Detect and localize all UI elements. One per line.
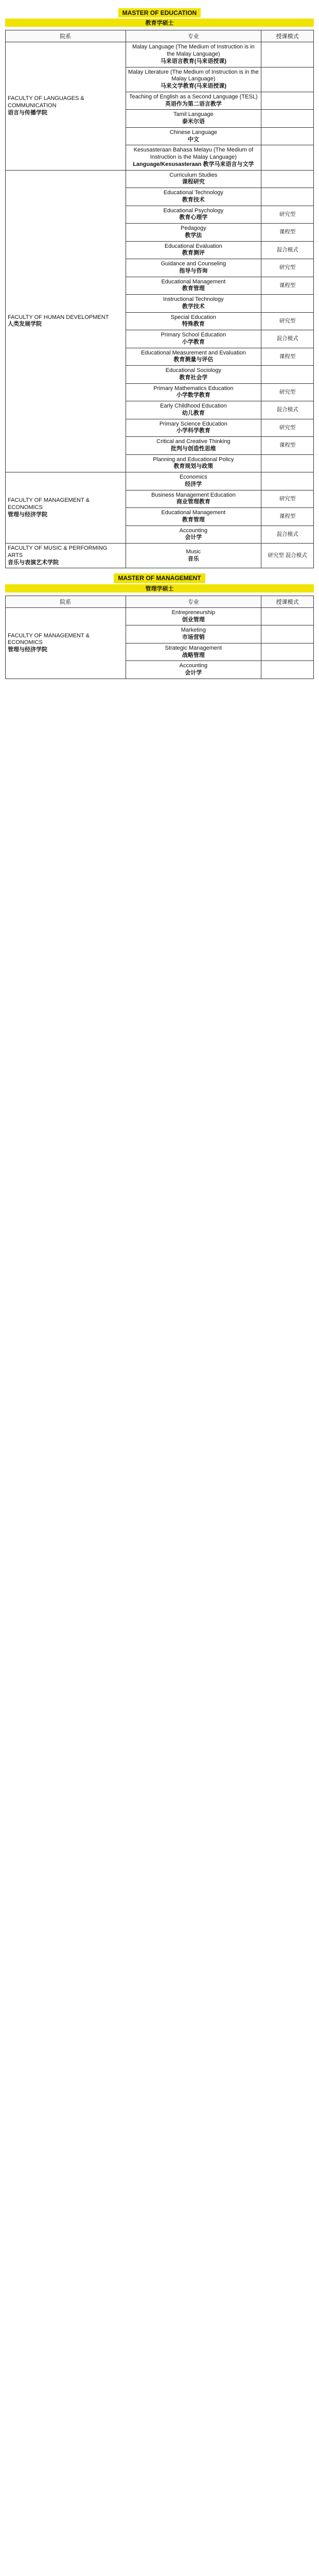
mode-cell (261, 67, 314, 92)
mode-cell: 研究型 混合模式 (261, 544, 314, 568)
table-header-row (6, 30, 314, 42)
faculty-cell-human-development: FACULTY OF HUMAN DEVELOPMENT 人类发展学院 (6, 170, 126, 472)
programme-cell: Kesusasteraan Bahasa Melayu (The Medium of Instruction is the Malay Language) Language/Kesusasteraan 教学马来语言与文学 (126, 145, 261, 170)
faculty-cell-management-economics: FACULTY OF MANAGEMENT & ECONOMICS 管理与经济学院 (6, 607, 126, 679)
programme-cell: Special Education 特殊教育 (126, 312, 261, 330)
faculty-cell-music: FACULTY OF MUSIC & PERFORMING ARTS 音乐与表演艺术学院 (6, 544, 126, 568)
mode-cell: 研究型 (261, 259, 314, 277)
programme-cell: Guidance and Counseling 指导与咨询 (126, 259, 261, 277)
mode-cell (261, 170, 314, 188)
header-faculty: 院系 (6, 596, 126, 607)
section-title-management (5, 573, 314, 592)
programme-cell: Accounting 会计学 (126, 661, 261, 679)
page (0, 0, 319, 689)
mode-cell: 研究型 (261, 312, 314, 330)
mode-cell (261, 42, 314, 67)
programme-cell: Chinese Language 中文 (126, 127, 261, 145)
mode-cell (261, 661, 314, 679)
programme-cell: Educational Measurement and Evaluation 教育测量与评估 (126, 348, 261, 366)
mode-cell: 课程型 (261, 437, 314, 455)
section-title-cn: 管理学硕士 (5, 584, 314, 592)
table-row (6, 170, 314, 188)
mode-cell: 混合模式 (261, 241, 314, 259)
table-row (6, 544, 314, 568)
programme-cell: Malay Literature (The Medium of Instruction is in the Malay Language) 马来文学教育(马来语授课) (126, 67, 261, 92)
programme-cell: Entrepreneurship 创业管理 (126, 607, 261, 625)
programme-cell: Pedagogy 教学法 (126, 224, 261, 242)
mode-cell: 混合模式 (261, 526, 314, 544)
mode-cell (261, 472, 314, 490)
mode-cell: 研究型 (261, 383, 314, 401)
mode-cell (261, 295, 314, 313)
section-title-education (5, 8, 314, 27)
programme-cell: Educational Sociology 教育社会学 (126, 366, 261, 384)
programme-cell: Critical and Creative Thinking 批判与创造性思维 (126, 437, 261, 455)
mode-cell: 混合模式 (261, 330, 314, 348)
mode-cell (261, 127, 314, 145)
table-header-row (6, 596, 314, 607)
header-programme: 专业 (126, 596, 261, 607)
education-table (5, 30, 314, 568)
mode-cell (261, 366, 314, 384)
mode-cell (261, 607, 314, 625)
mode-cell: 课程型 (261, 348, 314, 366)
programme-cell: Curriculum Studies 课程研究 (126, 170, 261, 188)
mode-cell: 课程型 (261, 224, 314, 242)
programme-cell: Educational Evaluation 教育测评 (126, 241, 261, 259)
faculty-cell-languages: FACULTY OF LANGUAGES & COMMUNICATION 语言与传播学院 (6, 42, 126, 170)
mode-cell (261, 625, 314, 643)
programme-cell: Marketing 市场营销 (126, 625, 261, 643)
mode-cell (261, 110, 314, 128)
programme-cell: Accounting 会计学 (126, 526, 261, 544)
programme-cell: Business Management Education 商业管理教育 (126, 490, 261, 508)
management-table (5, 596, 314, 679)
programme-cell: Instructional Technology 教学技术 (126, 295, 261, 313)
mode-cell (261, 145, 314, 170)
programme-cell: Educational Management 教育管理 (126, 277, 261, 295)
programme-cell: Economics 经济学 (126, 472, 261, 490)
programme-cell: Educational Psychology 教育心理学 (126, 206, 261, 224)
table-row (6, 42, 314, 67)
programme-cell: Teaching of English as a Second Language (TESL) 英语作为第二语言教学 (126, 92, 261, 110)
mode-cell (261, 643, 314, 661)
section-title-cn: 教育学硕士 (5, 19, 314, 27)
mode-cell: 研究型 (261, 206, 314, 224)
mode-cell: 课程型 (261, 508, 314, 526)
mode-cell (261, 188, 314, 206)
programme-cell: Educational Technology 教育技术 (126, 188, 261, 206)
header-faculty: 院系 (6, 30, 126, 42)
programme-cell: Primary Mathematics Education 小学数学教育 (126, 383, 261, 401)
mode-cell: 研究型 (261, 490, 314, 508)
header-programme: 专业 (126, 30, 261, 42)
programme-cell: Music 音乐 (126, 544, 261, 568)
programme-cell: Primary Science Education 小学科学教育 (126, 419, 261, 437)
programme-cell: Planning and Educational Policy 教育规划与政策 (126, 454, 261, 472)
header-mode: 授课模式 (261, 596, 314, 607)
section-title-en: MASTER OF EDUCATION (118, 8, 201, 18)
programme-cell: Primary School Education 小学教育 (126, 330, 261, 348)
mode-cell: 混合模式 (261, 401, 314, 419)
header-mode: 授课模式 (261, 30, 314, 42)
mode-cell: 研究型 (261, 419, 314, 437)
programme-cell: Educational Management 教育管理 (126, 508, 261, 526)
mode-cell (261, 92, 314, 110)
faculty-cell-management-economics: FACULTY OF MANAGEMENT & ECONOMICS 管理与经济学院 (6, 472, 126, 544)
table-row (6, 607, 314, 625)
programme-cell: Early Childhood Education 幼儿教育 (126, 401, 261, 419)
table-row (6, 472, 314, 490)
mode-cell: 课程型 (261, 277, 314, 295)
section-title-en: MASTER OF MANAGEMENT (114, 573, 205, 583)
programme-cell: Malay Language (The Medium of Instruction is in the Malay Language) 马来语言教育(马来语授课) (126, 42, 261, 67)
mode-cell (261, 454, 314, 472)
programme-cell: Strategic Management 战略管理 (126, 643, 261, 661)
programme-cell: Tamil Language 泰米尔语 (126, 110, 261, 128)
